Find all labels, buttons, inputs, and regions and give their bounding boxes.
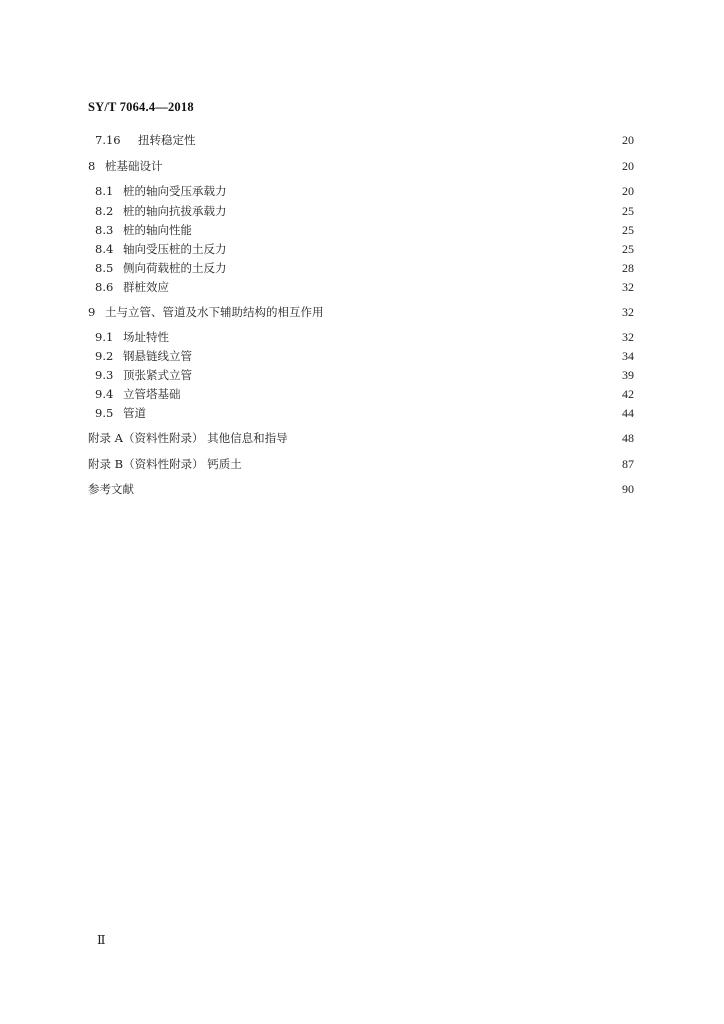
toc-entry-title: 管道 — [123, 406, 146, 420]
toc-entry-number: 8.6 — [95, 280, 114, 294]
toc-entry-page: 87 — [622, 457, 634, 471]
toc-leader-dots — [245, 454, 619, 474]
toc-entry-title: 桩的轴向性能 — [123, 223, 192, 237]
toc-entry-number: 8.1 — [95, 184, 114, 198]
toc-leader-dots — [195, 365, 619, 385]
toc-entry-title: 参考文献 — [88, 482, 134, 496]
toc-leader-dots — [166, 156, 620, 176]
toc-entry-page: 20 — [622, 184, 634, 198]
toc-entry-7-16[interactable] — [95, 130, 634, 150]
toc-entry-references[interactable] — [88, 479, 634, 499]
toc-entry-number: 8.3 — [95, 223, 114, 237]
toc-entry-9-5[interactable] — [95, 403, 634, 423]
toc-entry-page: 20 — [622, 133, 634, 147]
toc-entry-page: 32 — [622, 305, 634, 319]
toc-entry-title: 顶张紧式立管 — [123, 368, 192, 382]
toc-entry-8[interactable] — [88, 156, 634, 176]
toc-entry-number: 9.5 — [95, 406, 114, 420]
toc-entry-page: 44 — [622, 406, 634, 420]
toc-entry-title: （资料性附录） 其他信息和指导 — [122, 431, 288, 445]
toc-entry-title: 桩基础设计 — [105, 159, 163, 173]
toc-entry-page: 28 — [622, 261, 634, 275]
toc-leader-dots — [230, 258, 620, 278]
toc-leader-dots — [327, 302, 620, 322]
toc-leader-dots — [184, 384, 620, 404]
toc-entry-number: 9.2 — [95, 349, 114, 363]
toc-entry-8-3[interactable] — [95, 220, 634, 240]
toc-entry-page: 25 — [622, 223, 634, 237]
toc-entry-title: 土与立管、管道及水下辅助结构的相互作用 — [105, 305, 324, 319]
toc-entry-title: （资料性附录） 钙质土 — [123, 457, 242, 471]
toc-leader-dots — [172, 327, 619, 347]
toc-entry-number: 9.3 — [95, 368, 114, 382]
toc-leader-dots — [230, 201, 620, 221]
toc-entry-title: 扭转稳定性 — [138, 133, 196, 147]
toc-entry-9[interactable] — [88, 302, 634, 322]
toc-entry-number: 附录 A — [88, 431, 123, 445]
toc-entry-8-4[interactable] — [95, 239, 634, 259]
toc-entry-number: 9.1 — [95, 330, 114, 344]
toc-entry-appendix-a[interactable] — [88, 428, 634, 448]
toc-entry-appendix-b[interactable] — [88, 454, 634, 474]
toc-entry-page: 25 — [622, 242, 634, 256]
toc-entry-title: 桩的轴向受压承载力 — [123, 184, 227, 198]
toc-entry-page: 32 — [622, 280, 634, 294]
toc-leader-dots — [195, 220, 619, 240]
toc-entry-page: 32 — [622, 330, 634, 344]
toc-entry-number: 9 — [88, 305, 96, 319]
toc-entry-title: 侧向荷载桩的土反力 — [123, 261, 227, 275]
toc-entry-page: 34 — [622, 349, 634, 363]
toc-entry-page: 39 — [622, 368, 634, 382]
toc-entry-9-2[interactable] — [95, 346, 634, 366]
page-number: Ⅱ — [97, 933, 106, 947]
toc-entry-8-6[interactable] — [95, 277, 634, 297]
toc-entry-title: 桩的轴向抗拔承载力 — [123, 204, 227, 218]
toc-entry-8-2[interactable] — [95, 201, 634, 221]
toc-entry-8-5[interactable] — [95, 258, 634, 278]
toc-leader-dots — [230, 239, 620, 259]
toc-leader-dots — [199, 130, 620, 150]
toc-entry-title: 轴向受压桩的土反力 — [123, 242, 227, 256]
toc-entry-9-3[interactable] — [95, 365, 634, 385]
toc-entry-page: 20 — [622, 159, 634, 173]
toc-entry-number: 8.5 — [95, 261, 114, 275]
toc-entry-8-1[interactable] — [95, 181, 634, 201]
toc-entry-page: 90 — [622, 482, 634, 496]
toc-entry-number: 8.4 — [95, 242, 114, 256]
toc-entry-title: 立管塔基础 — [123, 387, 181, 401]
toc-leader-dots — [230, 181, 620, 201]
toc-entry-title: 钢悬链线立管 — [123, 349, 192, 363]
standard-code: SY/T 7064.4—2018 — [88, 100, 194, 114]
toc-entry-number: 8.2 — [95, 204, 114, 218]
toc-entry-page: 42 — [622, 387, 634, 401]
toc-leader-dots — [195, 346, 619, 366]
toc-entry-number: 8 — [88, 159, 96, 173]
toc-entry-title: 群桩效应 — [123, 280, 169, 294]
toc-leader-dots — [291, 428, 619, 448]
toc-leader-dots — [149, 403, 619, 423]
toc-leader-dots — [134, 479, 619, 499]
toc-entry-9-1[interactable] — [95, 327, 634, 347]
toc-entry-number: 7.16 — [95, 133, 121, 147]
toc-entry-number: 附录 B — [88, 457, 124, 471]
toc-entry-page: 25 — [622, 204, 634, 218]
toc-entry-title: 场址特性 — [123, 330, 169, 344]
toc-entry-9-4[interactable] — [95, 384, 634, 404]
toc-leader-dots — [172, 277, 619, 297]
toc-entry-number: 9.4 — [95, 387, 114, 401]
toc-entry-page: 48 — [622, 431, 634, 445]
